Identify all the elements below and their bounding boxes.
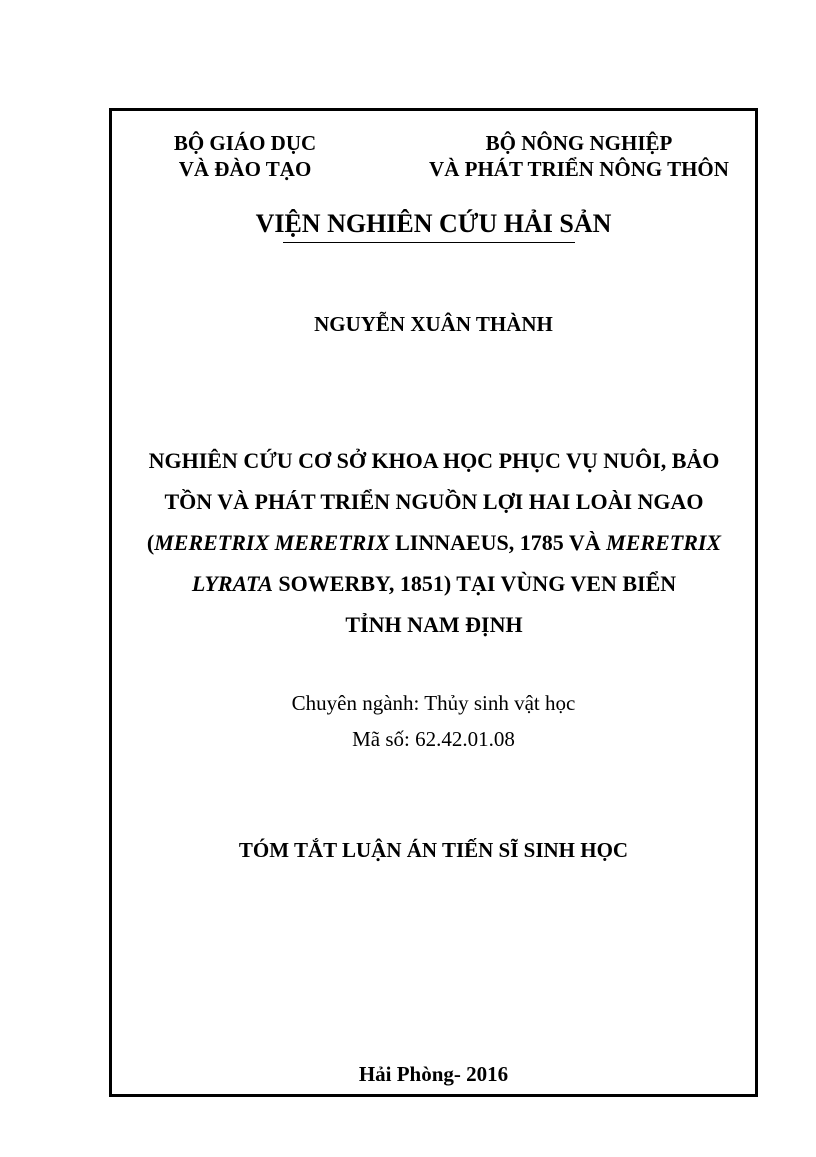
title-line-3-middle: LINNAEUS, 1785 VÀ [389,530,607,555]
title-line-5: TỈNH NAM ĐỊNH [345,612,523,637]
title-line-3 [120,522,748,563]
ministry-education-line1: BỘ GIÁO DỤC [173,131,317,155]
author-name: NGUYỄN XUÂN THÀNH [314,312,553,336]
ministry-agriculture-line2: VÀ PHÁT TRIỂN NÔNG THÔN [429,157,729,181]
species-genus-2: MERETRIX [606,530,722,555]
ministry-education-line2: VÀ ĐÀO TẠO [178,157,312,181]
species-epithet-2: LYRATA [191,571,273,596]
institute-underline [283,242,575,243]
ministry-agriculture-line1: BỘ NÔNG NGHIỆP [485,131,673,155]
place-year: Hải Phòng- 2016 [358,1062,509,1086]
ministry-education [150,130,340,182]
title-line-2: TỒN VÀ PHÁT TRIỂN NGUỒN LỢI HAI LOÀI NGAO [164,489,704,514]
title-line-4-rest: SOWERBY, 1851) TẠI VÙNG VEN BIỂN [272,571,677,596]
title-line-4 [120,563,748,604]
specialty: Chuyên ngành: Thủy sinh vật học [291,691,576,715]
title-line-1: NGHIÊN CỨU CƠ SỞ KHOA HỌC PHỤC VỤ NUÔI, BẢO [148,448,720,473]
institute-name: VIỆN NGHIÊN CỨU HẢI SẢN [255,209,612,238]
species-name-1: MERETRIX MERETRIX [154,530,390,555]
document-type: TÓM TẮT LUẬN ÁN TIẾN SĨ SINH HỌC [238,838,629,862]
ministry-agriculture [400,130,758,182]
specialty-code: Mã số: 62.42.01.08 [352,727,515,751]
thesis-title [120,440,748,645]
title-open-paren: ( [146,530,155,555]
